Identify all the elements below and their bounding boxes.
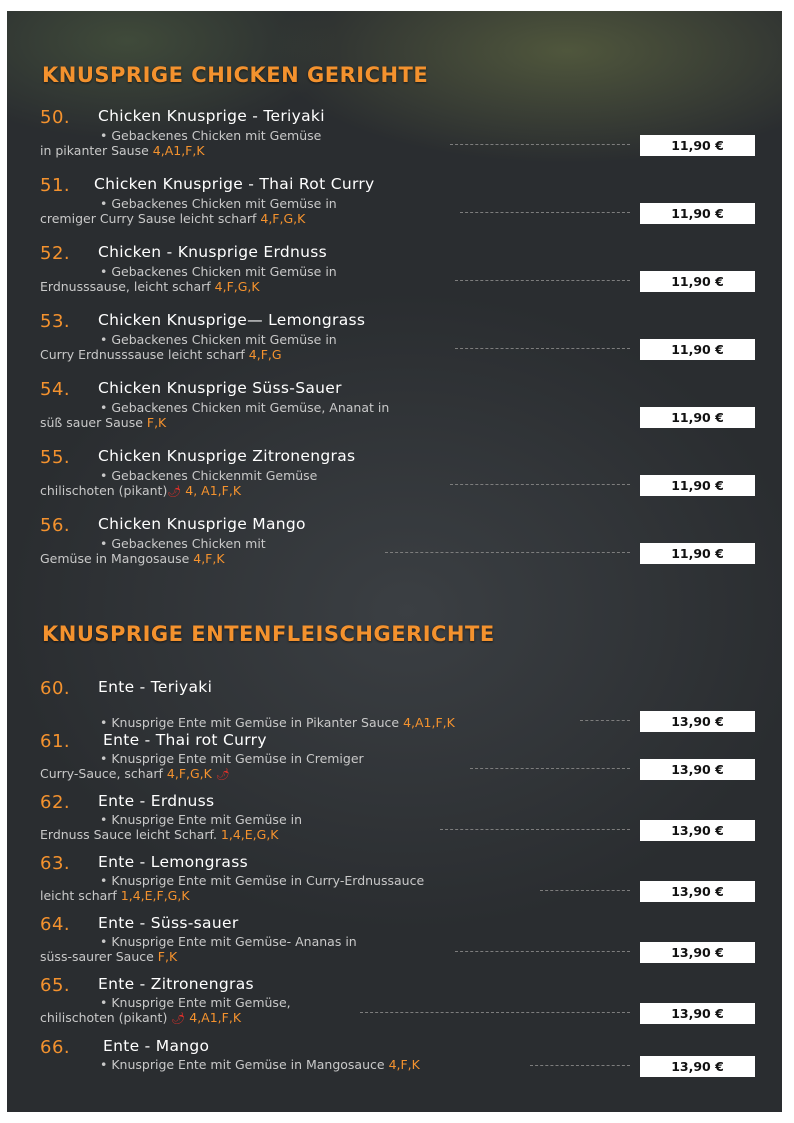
menu-item-56 [40,515,760,579]
item-number: 55. [40,447,71,468]
item-number: 60. [40,678,71,699]
item-name: Chicken - Knusprige Erdnuss [98,243,328,261]
price-tag: 11,90 € [640,475,755,496]
item-description: • Gebackenes Chicken mit Gemüse in cremiger Curry Sause leicht scharf 4,F,G,K [40,196,337,226]
price-tag: 11,90 € [640,407,755,428]
menu-item-52 [40,243,760,307]
item-number: 66. [40,1037,71,1058]
item-number: 52. [40,243,71,264]
price-tag: 11,90 € [640,543,755,564]
dot-leader [385,552,630,553]
item-number: 54. [40,379,71,400]
item-number: 64. [40,914,71,935]
allergen-codes: 4,F,K [193,551,225,566]
item-name: Ente - Mango [103,1037,210,1055]
item-description: • Gebackenes Chicken mit Gemüse in Curry Erdnusssause leicht scharf 4,F,G [40,332,337,362]
allergen-codes: 4,A1,F,K [403,715,455,730]
menu-item-66 [40,1037,760,1101]
dot-leader [460,212,630,213]
allergen-codes: 4,F,G,K [166,766,212,781]
item-number: 61. [40,731,71,752]
item-name: Chicken Knusprige Zitronengras [98,447,356,465]
item-description: • Gebackenes Chicken mit Gemüse, Ananat in süß sauer Sause F,K [40,400,390,430]
item-name: Ente - Erdnuss [98,792,215,810]
item-name: Ente - Lemongrass [98,853,248,871]
item-name: Ente - Teriyaki [98,678,213,696]
allergen-codes: F,K [146,415,167,430]
allergen-codes: 4,A1,F,K [189,1010,242,1025]
item-description: • Gebackenes Chicken mit Gemüse in Mangosause 4,F,K [40,536,266,566]
item-number: 62. [40,792,71,813]
chili-icon: 🌶 [167,485,182,498]
chili-icon: 🌶 [215,768,230,781]
section-title-chicken: KNUSPRIGE CHICKEN GERICHTE [42,63,429,87]
item-description: • Gebackenes Chicken mit Gemüse in Erdnusssause, leicht scharf 4,F,G,K [40,264,337,294]
allergen-codes: 4,F,G [248,347,282,362]
dot-leader [540,890,630,891]
allergen-codes: F,K [157,949,178,964]
item-name: Chicken Knusprige - Teriyaki [98,107,325,125]
price-tag: 13,90 € [640,1003,755,1024]
item-description: • Knusprige Ente mit Gemüse in Mangosauce 4,F,K [100,1057,420,1072]
section-title-duck: KNUSPRIGE ENTENFLEISCHGERICHTE [42,622,495,646]
price-tag: 13,90 € [640,711,755,732]
item-name: Chicken Knusprige— Lemongrass [98,311,366,329]
menu-item-62 [40,792,760,856]
item-description: • Knusprige Ente mit Gemüse, chilischoten (pikant) 🌶 4,A1,F,K [40,995,291,1025]
dot-leader [455,280,630,281]
item-description: • Knusprige Ente mit Gemüse in Cremiger Curry-Sauce, scharf 4,F,G,K 🌶 [40,751,364,781]
price-tag: 11,90 € [640,203,755,224]
item-description: • Knusprige Ente mit Gemüse in Erdnuss Sauce leicht Scharf. 1,4,E,G,K [40,812,303,842]
item-number: 53. [40,311,71,332]
menu-item-64 [40,914,760,978]
item-name: Chicken Knusprige Mango [98,515,306,533]
price-tag: 13,90 € [640,881,755,902]
item-name: Ente - Zitronengras [98,975,254,993]
menu-item-53 [40,311,760,375]
item-description: • Knusprige Ente mit Gemüse- Ananas in süss-saurer Sauce F,K [40,934,357,964]
allergen-codes: 1,4,E,F,G,K [120,888,190,903]
allergen-codes: 1,4,E,G,K [220,827,279,842]
dot-leader [360,1012,630,1013]
price-tag: 11,90 € [640,339,755,360]
menu-item-65 [40,975,760,1039]
chili-icon: 🌶 [171,1012,186,1025]
menu-item-51 [40,175,760,239]
dot-leader [530,1065,630,1066]
allergen-codes: 4,F,G,K [260,211,306,226]
dot-leader [455,951,630,952]
allergen-codes: 4,F,K [388,1057,420,1072]
price-tag: 13,90 € [640,942,755,963]
menu-item-63 [40,853,760,917]
menu-item-55 [40,447,760,511]
item-number: 65. [40,975,71,996]
price-tag: 11,90 € [640,135,755,156]
allergen-codes: 4,A1,F,K [152,143,205,158]
item-description: • Knusprige Ente mit Gemüse in Curry-Erdnussauce leicht scharf 1,4,E,F,G,K [40,873,425,903]
item-name: Chicken Knusprige - Thai Rot Curry [94,175,375,193]
item-name: Ente - Süss-sauer [98,914,239,932]
item-description: • Knusprige Ente mit Gemüse in Pikanter Sauce 4,A1,F,K [100,715,455,730]
dot-leader [450,484,630,485]
item-description: • Gebackenes Chickenmit Gemüse chilischoten (pikant)🌶 4, A1,F,K [40,468,318,498]
dot-leader [455,348,630,349]
menu-item-61 [40,731,760,795]
menu-item-54 [40,379,760,443]
price-tag: 13,90 € [640,759,755,780]
item-name: Ente - Thai rot Curry [103,731,267,749]
item-name: Chicken Knusprige Süss-Sauer [98,379,342,397]
allergen-codes: 4, A1,F,K [185,483,242,498]
item-number: 50. [40,107,71,128]
price-tag: 13,90 € [640,1056,755,1077]
item-number: 56. [40,515,71,536]
allergen-codes: 4,F,G,K [214,279,260,294]
dot-leader [450,144,630,145]
item-description: • Gebackenes Chicken mit Gemüse in pikanter Sause 4,A1,F,K [40,128,322,158]
dot-leader [580,720,630,721]
item-number: 63. [40,853,71,874]
menu-item-50 [40,107,760,171]
menu-board [7,11,782,1112]
price-tag: 11,90 € [640,271,755,292]
item-number: 51. [40,175,71,196]
dot-leader [440,829,630,830]
dot-leader [470,768,630,769]
price-tag: 13,90 € [640,820,755,841]
